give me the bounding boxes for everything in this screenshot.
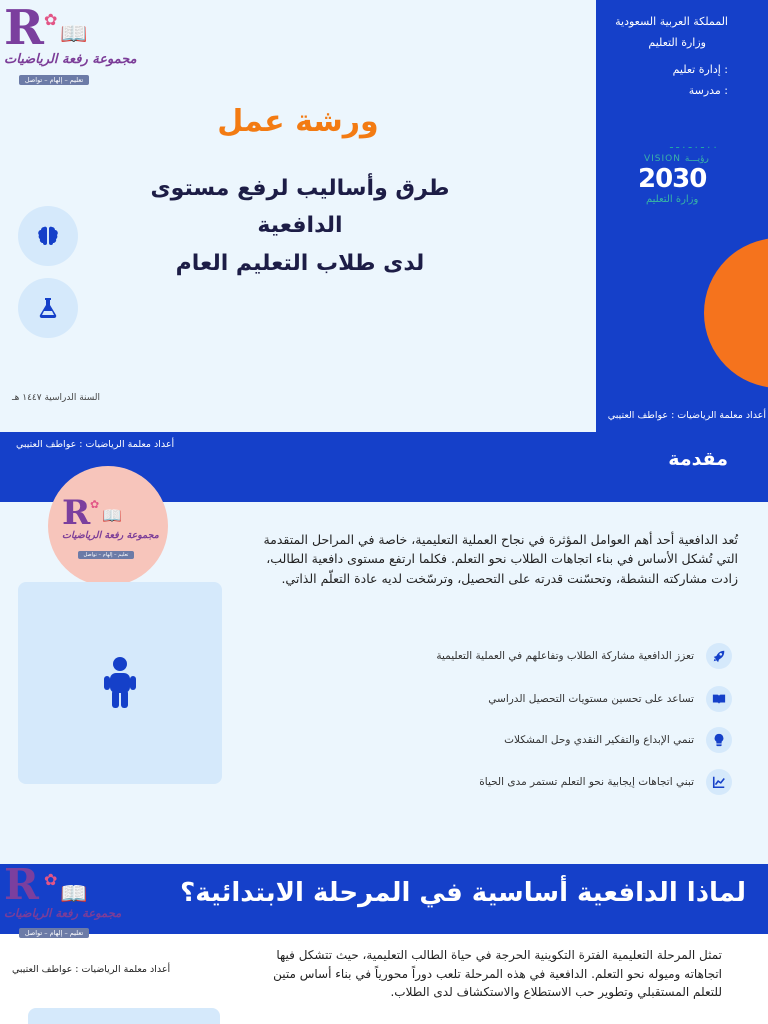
slide-heading: لماذا الدافعية أساسية في المرحلة الابتدائية؟ xyxy=(180,878,746,908)
bullet-text: تبني اتجاهات إيجابية نحو التعلم تستمر مدى الحياة xyxy=(479,776,694,788)
logo-badge xyxy=(48,466,168,586)
subtitle-line-2: لدى طلاب التعليم العام xyxy=(175,250,425,276)
slide-heading: مقدمة xyxy=(668,448,728,470)
lightbulb-icon xyxy=(706,727,732,753)
logo-letter: R xyxy=(4,864,39,909)
brain-icon xyxy=(18,206,78,266)
illustration-card xyxy=(18,582,222,784)
kingdom-name: المملكة العربية السعودية xyxy=(615,15,728,28)
education-admin: إدارة تعليم : xyxy=(672,62,728,76)
vision-year: 2030 xyxy=(638,164,707,194)
flask-icon xyxy=(18,278,78,338)
subtitle-line-1: طرق وأساليب لرفع مستوى الدافعية xyxy=(150,176,450,239)
vision-2030-logo xyxy=(638,140,726,212)
bullet-text: تعزز الدافعية مشاركة الطلاب وتفاعلهم في العملية التعليمية xyxy=(436,650,694,662)
logo-sparkle-icon: ✿ xyxy=(44,870,58,889)
why-paragraph: تمثل المرحلة التعليمية الفترة التكوينية الحرجة في حياة الطالب التعليمية، حيث تتشكل فيها اتجاهاته وميوله نحو التعلم. الدافعية في هذه المرحلة تلعب دوراً محورياً في بناء أساس متين للتعلم المستقبلي وتطوير حب الاستطلاع والاستكشاف لدى الطلاب. xyxy=(273,948,722,1000)
logo-tagline: تعليم – إلهام – تواصل xyxy=(78,551,135,559)
workshop-subtitle xyxy=(120,170,480,282)
ministry-name: وزارة التعليم xyxy=(648,35,706,49)
academic-year: السنة الدراسية ١٤٤٧ هـ xyxy=(12,393,101,403)
logo-book-icon: 📖 xyxy=(60,882,88,907)
bullet-item xyxy=(504,727,732,753)
slide-cover xyxy=(0,0,768,432)
illustration-card xyxy=(28,1008,220,1024)
brand-logo xyxy=(4,864,122,950)
rocket-icon xyxy=(706,643,732,669)
logo-book-icon: 📖 xyxy=(60,22,88,47)
child-icon xyxy=(102,656,138,710)
slide-why-motivation xyxy=(0,864,768,1024)
author-credit: أعداد معلمة الرياضيات : عواطف العتيبي xyxy=(607,410,766,421)
brand-logo xyxy=(4,0,137,92)
chart-line-icon xyxy=(706,769,732,795)
workshop-title: ورشة عمل xyxy=(217,104,379,139)
intro-paragraph: تُعد الدافعية أحد أهم العوامل المؤثرة في نجاح العملية التعليمية، خاصة في المراحل المتقدمة التي تُشكل الأساس في بناء اتجاهات الطلاب نحو التعلم. فكلما ارتفع مستوى دافعية الطالب، زادت مشاركته النشطة، وتحسّنت قدرته على التحصيل، وترسّخت لديه عادة التعلّم الذاتي. xyxy=(263,532,738,586)
logo-script-text: مجموعة رفعة الرياضيات xyxy=(4,906,122,920)
logo-script-text: مجموعة رفعة الرياضيات xyxy=(62,530,159,541)
slide-introduction xyxy=(0,432,768,864)
logo-letter: R xyxy=(4,0,44,56)
author-credit: أعداد معلمة الرياضيات : عواطف العتيبي xyxy=(12,964,171,975)
logo-sparkle-icon: ✿ xyxy=(90,498,100,511)
ministry-sidebar xyxy=(596,0,768,432)
bullet-text: تنمي الإبداع والتفكير النقدي وحل المشكلات xyxy=(504,734,694,746)
bullet-item xyxy=(479,769,732,795)
bullet-text: تساعد على تحسين مستويات التحصيل الدراسي xyxy=(488,693,694,705)
logo-sparkle-icon: ✿ xyxy=(44,10,58,29)
decorative-circle xyxy=(704,238,768,388)
logo-book-icon: 📖 xyxy=(102,506,122,525)
logo-script-text: مجموعة رفعة الرياضيات xyxy=(4,52,137,67)
book-icon xyxy=(706,686,732,712)
school-name: مدرسة : xyxy=(688,83,728,97)
moe-label: وزارة التعليم xyxy=(646,194,699,205)
logo-tagline: تعليم – إلهام – تواصل xyxy=(19,75,89,85)
author-credit: أعداد معلمة الرياضيات : عواطف العتيبي xyxy=(16,439,175,450)
ministry-header xyxy=(615,12,728,102)
bullet-item xyxy=(436,643,732,669)
logo-letter: R xyxy=(62,493,91,533)
vision-label: VISION رؤيـــة xyxy=(644,154,709,164)
vision-dots: ـ . ـ . ـ ـ . . xyxy=(670,140,717,151)
logo-tagline: تعليم – إلهام – تواصل xyxy=(19,928,89,938)
bullet-item xyxy=(488,686,732,712)
brand-logo xyxy=(62,493,162,560)
